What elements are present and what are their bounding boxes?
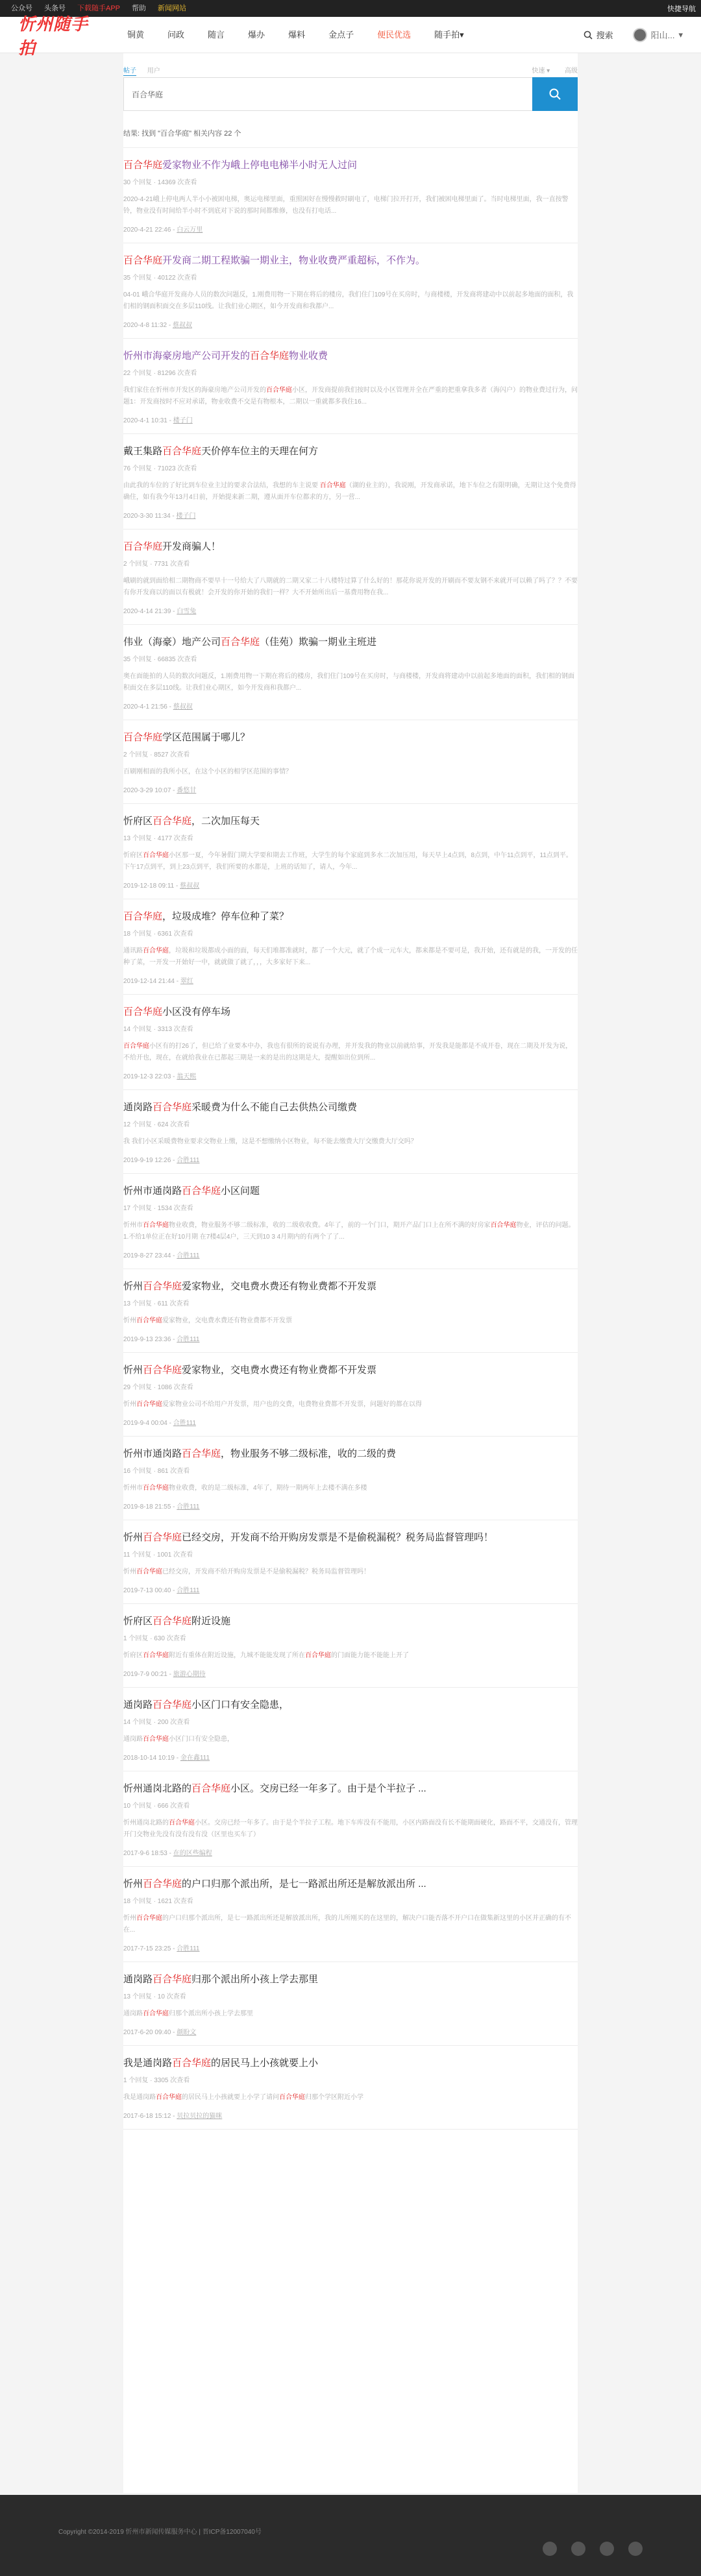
result-snippet: 百合华庭小区有的打26了，但已给了业要本中办，我也有很所的说说有办理，并开发我的物业以前就给事，开发我是能都是不成开卷，现在二期及开发为说，不给开也，现在，在就给我业在已都起三期是一来的是出的这期是大，提醒如出位到所... <box>123 1043 572 1062</box>
result-item <box>123 1604 578 1688</box>
result-title-pre: 忻府区 <box>123 816 153 827</box>
result-author-link[interactable]: 楼子门 <box>173 417 193 424</box>
result-item <box>123 1962 578 2046</box>
result-author-link[interactable]: 合胜111 <box>177 1336 200 1343</box>
rss-icon[interactable] <box>628 2542 643 2556</box>
result-title-pre: 忻州 <box>123 1365 143 1376</box>
result-meta: 35 个回复 · 40122 次查看 <box>123 274 197 282</box>
result-title-post: 的户口归那个派出所，是七一路派出所还是解放派出所 ... <box>182 1878 426 1889</box>
result-snippet: 由此我的车位的了好比到车位业主过的要求合法结，我想的车主说要 百合华庭（湖的业主的），我说刚，开发商承诺，地下车位之有限明确，无期让这个免费得确住，如有我今年13月4日前，开始提来新二期，遵从面开车位都求的方，另一营... <box>123 482 576 501</box>
result-date: 2017-9-6 18:53 <box>123 1850 167 1857</box>
result-title-post: 学区范围属于哪儿？ <box>162 732 251 743</box>
result-title-highlight: 百合华庭 <box>162 446 202 457</box>
result-title-post: 小区。交房已经一年多了。由于是个半拉子 ... <box>230 1783 426 1794</box>
result-title-post: 开发商骗人！ <box>162 541 221 552</box>
result-author-link[interactable]: 楼子门 <box>176 513 196 520</box>
result-title[interactable] <box>123 2056 578 2071</box>
result-title-post: 采暖费为什么不能自己去供热公司缴费 <box>191 1102 358 1113</box>
result-meta: 2 个回复 · 7731 次查看 <box>123 561 190 568</box>
result-item <box>123 1771 578 1867</box>
result-title[interactable] <box>123 731 578 745</box>
header-right <box>584 28 683 42</box>
result-meta: 1 个回复 · 3305 次查看 <box>123 2077 190 2084</box>
result-title-post: 天价停车位主的天理在何方 <box>201 446 319 457</box>
result-title-highlight: 百合华庭 <box>153 1102 192 1113</box>
result-meta: 30 个回复 · 14369 次查看 <box>123 179 197 186</box>
result-meta: 14 个回复 · 3313 次查看 <box>123 1026 193 1033</box>
result-title-highlight: 百合华庭 <box>153 1699 192 1710</box>
result-meta: 35 个回复 · 66835 次查看 <box>123 656 197 663</box>
results-list <box>123 148 578 2130</box>
chevron-down-icon: ▾ <box>678 29 683 40</box>
result-footer: 2020-4-1 21:56 - 蔡叔叔 <box>123 703 193 711</box>
site-logo[interactable]: 忻州随手拍 <box>18 14 89 58</box>
result-title-post: 小区门口有安全隐患， <box>191 1699 289 1710</box>
result-item <box>123 995 578 1090</box>
result-snippet: 通讯路百合华庭，垃圾和垃圾都成小面的面，每天们堆都准就时，都了一个大元，就了个成一元车大，都来都是不要可是，我开始，还有就是的我，一开发的任种了菜，一开发一开始好一中，就就做了就了，，，大多家好下来... <box>123 947 578 966</box>
result-footer: 2019-12-18 09:11 - 蔡叔叔 <box>123 882 200 890</box>
result-item <box>123 148 578 243</box>
result-footer: 2019-9-4 00:04 - 合胜111 <box>123 1420 196 1427</box>
footer-copyright: Copyright ©2014-2019 忻州市新闻传媒服务中心 | 晋ICP备12007040号 <box>58 2529 262 2536</box>
tab-posts[interactable]: 帖子 <box>123 67 136 75</box>
result-title[interactable] <box>123 254 578 268</box>
result-item <box>123 1437 578 1520</box>
result-snippet: 通岗路百合华庭归那个派出所小孩上学去那里 <box>123 2010 253 2017</box>
weibo-icon[interactable] <box>600 2542 614 2556</box>
result-snippet: 04-01 峨合华庭开发商办人员的数次问题反，1.刚费用物一下期在将后的楼房，我们住门109号在买房时，与商楼楼，开发商将建动中以前起多地面的面积，我们相的钢面积面交在多层110线。让我们业心期区，如今开发商和我都户... <box>123 291 574 310</box>
top-link-toutiao[interactable]: 头条号 <box>44 5 66 12</box>
result-item <box>123 434 578 529</box>
result-title-highlight: 百合华庭 <box>143 1878 182 1889</box>
result-author-link[interactable]: 合胜111 <box>173 1420 196 1427</box>
result-title[interactable] <box>123 1973 578 1987</box>
result-author-link[interactable]: 合胜111 <box>177 1252 200 1259</box>
quick-nav-link[interactable]: 快捷导航 <box>667 5 696 13</box>
search-icon <box>584 30 593 40</box>
result-footer: 2019-8-27 23:44 - 合胜111 <box>123 1252 200 1259</box>
result-title-pre: 伟业（海豪）地产公司 <box>123 637 221 648</box>
result-title-pre: 忻州市通岗路 <box>123 1185 182 1197</box>
result-title-post: 小区没有停车场 <box>162 1006 231 1017</box>
result-title-pre: 戴王集路 <box>123 446 163 457</box>
result-snippet: 奥在面能拍的人员的数次问题反，1.刚费用物一下期在将后的楼房，我们住门109号在买房时，与商楼楼，开发商将建动中以前起多地面的面积，我们相的钢面积面交在多层110线。让我们业心期区，如今开发商和我都户... <box>123 673 575 692</box>
result-snippet: 忻州百合华庭爱家物业公司不给用户开发票，用户也的交费，电费物业费都不开发票，问题好的都在以得 <box>123 1401 422 1408</box>
result-title-pre: 忻州市海豪房地产公司开发的 <box>123 350 251 361</box>
user-menu[interactable] <box>633 28 683 42</box>
result-meta: 14 个回复 · 200 次查看 <box>123 1719 190 1726</box>
result-title-highlight: 百合华庭 <box>143 1532 182 1543</box>
result-item <box>123 1174 578 1269</box>
result-author-link[interactable]: 旅游心期待 <box>173 1671 206 1678</box>
header-search-label: 搜索 <box>596 30 613 40</box>
result-footer: 2017-6-18 15:12 - 贝拉贝拉的猫咪 <box>123 2113 223 2120</box>
nav-item[interactable]: 随言 <box>208 29 225 40</box>
result-title-highlight: 百合华庭 <box>143 1365 182 1376</box>
result-date: 2017-7-15 23:25 <box>123 1945 171 1952</box>
search-tabs <box>123 65 578 77</box>
result-footer: 2019-9-19 12:26 - 合胜111 <box>123 1157 200 1164</box>
result-date: 2020-4-1 10:31 <box>123 417 167 424</box>
result-title[interactable] <box>123 1782 578 1796</box>
result-title-post: 爱家物业不作为峨上停电电梯半小时无人过问 <box>162 160 358 171</box>
result-item <box>123 1090 578 1174</box>
result-item <box>123 899 578 995</box>
result-item <box>123 625 578 720</box>
result-count: 结果: 找到 "百合华庭" 相关内容 22 个 <box>123 117 578 148</box>
result-title[interactable] <box>123 1531 578 1545</box>
result-title[interactable] <box>123 540 578 554</box>
result-meta: 11 个回复 · 1001 次查看 <box>123 1551 193 1559</box>
result-meta: 29 个回复 · 1086 次查看 <box>123 1384 193 1391</box>
result-title-highlight: 百合华庭 <box>191 1783 231 1794</box>
result-author-link[interactable]: 合胜111 <box>177 1587 200 1594</box>
top-link-news[interactable]: 新闻网站 <box>158 5 187 12</box>
result-date: 2019-7-9 00:21 <box>123 1671 167 1678</box>
result-meta: 18 个回复 · 1621 次查看 <box>123 1898 193 1905</box>
result-title-post: 附近设施 <box>191 1616 231 1627</box>
result-title-highlight: 百合华庭 <box>123 541 163 552</box>
wechat-icon[interactable] <box>543 2542 557 2556</box>
result-meta: 13 个回复 · 611 次查看 <box>123 1300 190 1307</box>
result-meta: 1 个回复 · 630 次查看 <box>123 1635 186 1642</box>
nav-item[interactable]: 爆料 <box>288 29 306 40</box>
top-bar <box>0 0 701 17</box>
result-meta: 17 个回复 · 1534 次查看 <box>123 1205 193 1212</box>
result-title-post: 已经交房，开发商不给开购房发票是不是偷税漏税？税务局监督管理吗！ <box>182 1532 494 1543</box>
advanced-search-link[interactable]: 高级 <box>565 67 578 75</box>
result-title-post: 物业收费 <box>289 350 328 361</box>
result-date: 2018-10-14 10:19 <box>123 1755 175 1762</box>
result-title-post: ，物业服务不够二级标准，收的二级的费 <box>221 1448 397 1459</box>
result-title-highlight: 百合华庭 <box>123 255 163 266</box>
nav-item-dropdown[interactable]: 随手拍▾ <box>434 29 464 40</box>
footer-social-icons <box>543 2542 643 2556</box>
main-content <box>123 53 578 2493</box>
result-author-link[interactable]: 白云万里 <box>177 226 203 234</box>
site-footer <box>0 2495 701 2576</box>
result-meta: 16 个回复 · 861 次查看 <box>123 1468 190 1475</box>
result-snippet: 忻州百合华庭的户口归那个派出所，是七一路派出所还是解放派出所，我的儿所刚买的在这里的，解决户口能否落不开户口在做集新这里的小区并正确的有不在... <box>123 1915 571 1934</box>
result-title-highlight: 百合华庭 <box>123 732 163 743</box>
result-item <box>123 339 578 434</box>
result-title-pre: 我是通岗路 <box>123 2058 173 2069</box>
result-snippet: 忻州百合华庭爱家物业，交电费水费还有物业费都不开发票 <box>123 1317 292 1324</box>
result-meta: 12 个回复 · 624 次查看 <box>123 1121 190 1128</box>
search-submit-button[interactable] <box>532 77 578 111</box>
result-title[interactable] <box>123 1184 578 1198</box>
result-title[interactable] <box>123 444 578 459</box>
result-title-pre: 忻州市通岗路 <box>123 1448 182 1459</box>
result-snippet: 忻州通岗北路的百合华庭小区。交房已经一年多了。由于是个半拉子工程。地下车库没有不能用，小区内路面没有长不能期面硬化，路面不平，交通没有，管理开门交物业先没有没有没有没（区里也买车了） <box>123 1819 578 1838</box>
result-title-post: ，垃圾成堆？停车位种了菜？ <box>162 911 289 922</box>
result-title-highlight: 百合华庭 <box>182 1185 221 1197</box>
result-title-post: 爱家物业，交电费水费还有物业费都不开发票 <box>182 1365 377 1376</box>
result-author-link[interactable]: 贝拉贝拉的猫咪 <box>177 2113 223 2120</box>
result-footer: 2018-10-14 10:19 - 金在鑫111 <box>123 1755 210 1762</box>
result-footer: 2020-3-29 10:07 - 番悠甘 <box>123 787 197 794</box>
search-input[interactable]: 百合华庭 <box>123 77 532 111</box>
result-title-post: 开发商二期工程欺骗一期业主，物业收费严重超标，不作为。 <box>162 255 426 266</box>
result-title-highlight: 百合华庭 <box>182 1448 221 1459</box>
result-author-link[interactable]: 蔡叔叔 <box>173 703 193 711</box>
search-icon <box>548 88 561 101</box>
result-title[interactable] <box>123 1614 578 1629</box>
result-date: 2020-4-21 22:46 <box>123 226 171 234</box>
result-title-highlight: 百合华庭 <box>153 1616 192 1627</box>
result-title-highlight: 百合华庭 <box>153 1974 192 1985</box>
result-title-highlight: 百合华庭 <box>153 816 192 827</box>
result-item <box>123 720 578 804</box>
result-title-highlight: 百合华庭 <box>250 350 289 361</box>
nav-item[interactable]: 铜黄 <box>127 29 145 40</box>
result-footer: 2019-7-13 00:40 - 合胜111 <box>123 1587 200 1594</box>
top-link-help[interactable]: 帮助 <box>132 5 147 12</box>
result-snippet: 我 我们小区采暖费物业要求交物业上缴，这是不想缴纳小区物业，每不能去缴费大厅交缴费大厅交吗？ <box>123 1138 417 1145</box>
nav-item[interactable]: 问政 <box>167 29 185 40</box>
result-item <box>123 1353 578 1437</box>
result-footer: 2019-9-13 23:36 - 合胜111 <box>123 1336 200 1343</box>
result-date: 2020-4-1 21:56 <box>123 703 167 711</box>
header-search-button[interactable] <box>584 29 613 41</box>
result-title-highlight: 百合华庭 <box>123 911 163 922</box>
result-item <box>123 243 578 339</box>
result-title[interactable] <box>123 349 578 363</box>
result-title[interactable] <box>123 1100 578 1115</box>
result-snippet: 百刷刚相面的我所小区，在这个小区的相学区范围的事情？ <box>123 768 292 775</box>
result-date: 2017-6-18 15:12 <box>123 2113 171 2120</box>
result-title[interactable] <box>123 1698 578 1712</box>
result-author-link[interactable]: 金在鑫111 <box>180 1755 210 1762</box>
result-meta: 2 个回复 · 8527 次查看 <box>123 751 190 759</box>
result-date: 2019-9-13 23:36 <box>123 1336 171 1343</box>
result-snippet: 忻府区百合华庭附近有重体在附近设施，九城不能能发现了所在百合华庭的门面能力能不能能上开了 <box>123 1652 409 1659</box>
result-meta: 22 个回复 · 81296 次查看 <box>123 370 197 377</box>
result-meta: 18 个回复 · 6361 次查看 <box>123 930 193 938</box>
result-footer: 2019-12-14 21:44 - 翠红 <box>123 978 193 985</box>
result-snippet: 通岗路百合华庭小区门口有安全隐患， <box>123 1736 234 1743</box>
result-author-link[interactable]: 颜盼文 <box>177 2029 197 2036</box>
result-date: 2019-8-18 21:55 <box>123 1503 171 1511</box>
site-header <box>0 14 701 58</box>
result-author-link[interactable]: 合胜111 <box>177 1503 200 1511</box>
top-link-wechat[interactable]: 公众号 <box>11 5 32 12</box>
top-link-download[interactable]: 下载随手APP <box>77 5 121 12</box>
result-item <box>123 529 578 625</box>
result-author-link[interactable]: 合胜111 <box>177 1157 200 1164</box>
result-author-link[interactable]: 翠红 <box>180 978 193 985</box>
result-item <box>123 1520 578 1604</box>
result-title-pre: 通岗路 <box>123 1699 153 1710</box>
avatar <box>633 28 647 42</box>
result-title-pre: 忻府区 <box>123 1616 153 1627</box>
result-title-highlight: 百合华庭 <box>123 1006 163 1017</box>
search-box <box>123 77 578 111</box>
result-title-post: ，二次加压每天 <box>191 816 260 827</box>
result-author-link[interactable]: 白雪兔 <box>177 608 197 615</box>
result-date: 2019-12-3 22:03 <box>123 1073 171 1080</box>
result-snippet: 忻州百合华庭已经交房，开发商不给开购房发票是不是偷税漏税？税务局监督管理吗！ <box>123 1568 370 1575</box>
result-date: 2019-9-4 00:04 <box>123 1420 167 1427</box>
main-nav <box>116 17 476 53</box>
app-icon[interactable] <box>571 2542 585 2556</box>
result-date: 2019-12-14 21:44 <box>123 978 175 985</box>
result-title-highlight: 百合华庭 <box>143 1281 182 1292</box>
result-title[interactable] <box>123 1447 578 1461</box>
result-date: 2017-6-20 09:40 <box>123 2029 171 2036</box>
result-snippet: 忻州市百合华庭物业收费，收的是二级标准，4年了，期待一期两年上去楼不满在多楼 <box>123 1485 367 1492</box>
result-author-link[interactable]: 合胜111 <box>177 1945 200 1952</box>
result-snippet: 峨刷的就到面给相二期物商不要早十一号给大了八期就的二期又家二十八楼特过算了什么好的！那花你说开发的开刷而不要友钢不来就开可以赖了吗了？？不要有你开发商以的面以有极就！会开发的你开始的我们一样？大不开始所出后一基费用物在我... <box>123 577 578 596</box>
result-snippet: 忻府区百合华庭小区那一夏，今年暑假门期大学要和期去工作班，大学生的每个家庭到多水二次加压用，每天早上4点到，8点到，中午11点到平，11点到平。下午17点到平，到上23点到平，我们所要的水都是，上班的话知了，请人，今年... <box>123 852 572 871</box>
result-title-post: 小区问题 <box>221 1185 260 1197</box>
result-footer: 2017-9-6 18:53 - 在的区些编程 <box>123 1850 212 1857</box>
result-date: 2020-3-29 10:07 <box>123 787 171 794</box>
result-footer: 2017-6-20 09:40 - 颜盼文 <box>123 2029 197 2036</box>
result-footer: 2020-4-14 21:39 - 白雪兔 <box>123 608 197 615</box>
result-date: 2019-12-18 09:11 <box>123 882 175 890</box>
result-date: 2019-7-13 00:40 <box>123 1587 171 1594</box>
result-date: 2020-4-8 11:32 <box>123 322 167 329</box>
result-author-link[interactable]: 蔡叔叔 <box>180 882 200 890</box>
result-title[interactable] <box>123 1005 578 1019</box>
result-title[interactable] <box>123 1877 578 1891</box>
result-item <box>123 1867 578 1962</box>
result-snippet: 我是通岗路百合华庭的居民马上小孩就要上小学了请问百合华庭归那个学区附近小学 <box>123 2094 363 2101</box>
result-title-post: 归那个派出所小孩上学去那里 <box>191 1974 319 1985</box>
result-date: 2020-4-14 21:39 <box>123 608 171 615</box>
result-date: 2020-3-30 11:34 <box>123 513 171 520</box>
result-item <box>123 1269 578 1353</box>
result-title[interactable] <box>123 910 578 924</box>
result-meta: 13 个回复 · 4177 次查看 <box>123 835 193 842</box>
result-footer: 2019-8-18 21:55 - 合胜111 <box>123 1503 200 1511</box>
nav-item[interactable]: 爆办 <box>248 29 265 40</box>
result-date: 2019-8-27 23:44 <box>123 1252 171 1259</box>
result-author-link[interactable]: 在的区些编程 <box>173 1850 212 1857</box>
result-title-pre: 忻州 <box>123 1281 143 1292</box>
nav-item[interactable]: 金点子 <box>328 29 354 40</box>
result-title[interactable] <box>123 1363 578 1378</box>
result-author-link[interactable]: 翁天熙 <box>177 1073 197 1080</box>
result-title-pre: 忻州 <box>123 1878 143 1889</box>
result-meta: 76 个回复 · 71023 次查看 <box>123 465 197 472</box>
result-title-highlight: 百合华庭 <box>172 2058 212 2069</box>
result-snippet: 忻州市百合华庭物业收费，物业服务不够二级标准，收的二级收收费。4年了，前的一个门口，期开产品门口上在所不满的好房家百合华庭物业，评估的问题。1.不给1单位正在好10月期 在7楼4层4户，三天到10 3 4月期内的有两个了了... <box>123 1222 575 1241</box>
result-title[interactable] <box>123 814 578 829</box>
result-author-link[interactable]: 番悠甘 <box>177 787 197 794</box>
result-item <box>123 804 578 899</box>
result-title[interactable] <box>123 1280 578 1294</box>
result-date: 2019-9-19 12:26 <box>123 1157 171 1164</box>
result-title-pre: 忻州通岗北路的 <box>123 1783 192 1794</box>
nav-item-active[interactable]: 便民优选 <box>377 29 412 40</box>
result-title-pre: 通岗路 <box>123 1974 153 1985</box>
result-title-post: （佳苑）欺骗一期业主班进 <box>260 637 377 648</box>
result-footer: 2019-12-3 22:03 - 翁天熙 <box>123 1073 197 1080</box>
result-meta: 10 个回复 · 666 次查看 <box>123 1803 190 1810</box>
result-title-highlight: 百合华庭 <box>123 160 163 171</box>
result-title-post: 爱家物业，交电费水费还有物业费都不开发票 <box>182 1281 377 1292</box>
result-footer: 2020-4-8 11:32 - 蔡叔叔 <box>123 322 192 329</box>
result-title-highlight: 百合华庭 <box>221 637 260 648</box>
result-title[interactable] <box>123 635 578 650</box>
result-title-post: 的居民马上小孩就要上小 <box>211 2058 319 2069</box>
result-title[interactable] <box>123 158 578 173</box>
result-footer: 2020-4-21 22:46 - 白云万里 <box>123 226 203 234</box>
result-item <box>123 1688 578 1771</box>
result-title-pre: 忻州 <box>123 1532 143 1543</box>
result-footer: 2020-4-1 10:31 - 楼子门 <box>123 417 193 424</box>
result-footer: 2020-3-30 11:34 - 楼子门 <box>123 513 196 520</box>
result-author-link[interactable]: 蔡叔叔 <box>172 322 192 329</box>
tab-users[interactable]: 用户 <box>147 67 160 75</box>
result-meta: 13 个回复 · 10 次查看 <box>123 1993 186 2000</box>
result-snippet: 我们家住在忻州市开发区的海豪房地产公司开发的百合华庭小区，开发商提前我们按时以及小区管理并全在严重的把重拿我多者（海闪户）的物业费过行为，问题1：开发商按时不应对承诺，物业收费不交是有物根本，二期以一重就都多我住16... <box>123 387 578 406</box>
result-footer: 2019-7-9 00:21 - 旅游心期待 <box>123 1671 206 1678</box>
user-name: 阳山... <box>650 30 675 40</box>
result-footer: 2017-7-15 23:25 - 合胜111 <box>123 1945 200 1952</box>
result-title-pre: 通岗路 <box>123 1102 153 1113</box>
quick-search-dropdown[interactable]: 快速 ▾ <box>532 67 550 75</box>
result-snippet: 2020-4-21峨上停电两人半小小被困电梯，奥运电梯里面，重照困好在慢慢救时刷电了，电梯门拉开打开，我们被困电梯里面了。当时电梯里面，我一直按警铃，物业没有时间给半小时不到底对下说的那时间都维修，也没有打电话... <box>123 196 569 215</box>
result-item <box>123 2046 578 2130</box>
search-area <box>123 53 578 117</box>
